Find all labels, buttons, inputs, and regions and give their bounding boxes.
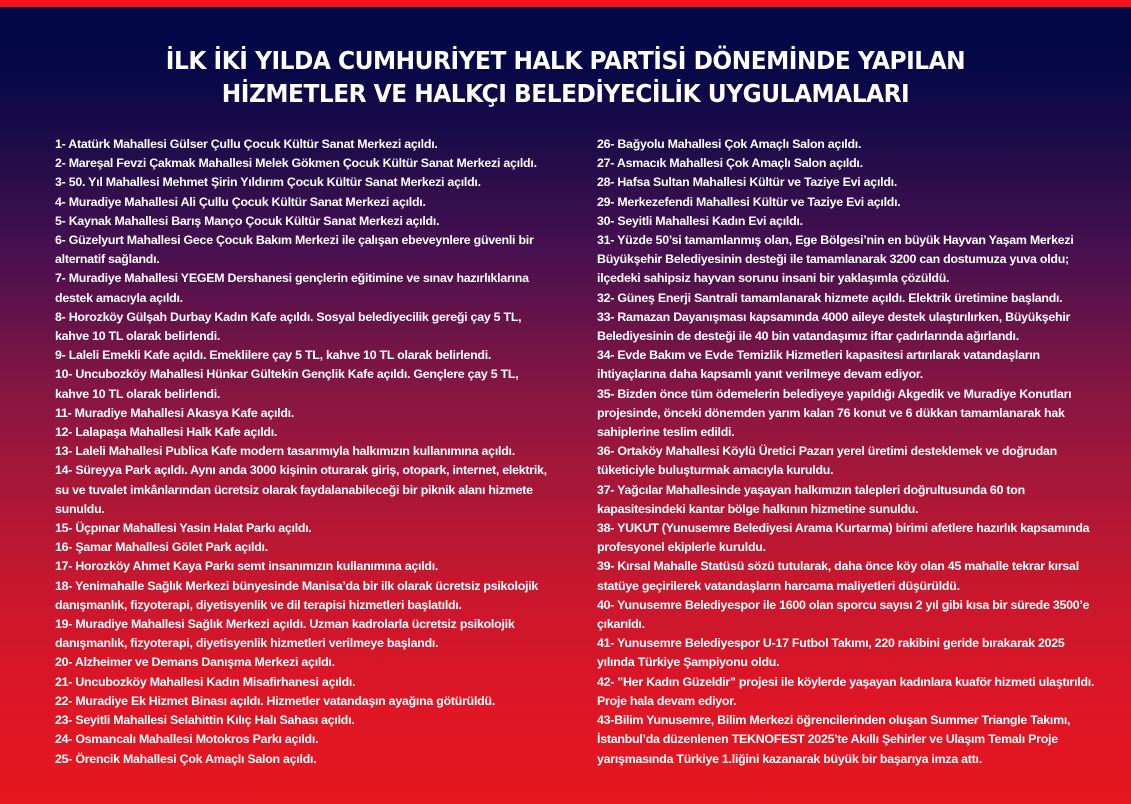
page-title [40, 44, 1092, 110]
list-item: 35- Bizden önce tüm ödemelerin belediyeye yapıldığı Akgedik ve Muradiye Konutları projesinde, önceki dönemden yarım kalan 76 konut ve 6 dükkan tamamlanarak hak sahiplerine teslim edildi. [597, 386, 1072, 440]
list-item: 23- Seyitli Mahallesi Selahittin Kılıç Halı Sahası açıldı. [55, 713, 355, 728]
list-item: 14- Süreyya Park açıldı. Aynı anda 3000 kişinin oturarak giriş, otopark, internet, elektrik, su ve tuvalet imkânlarından ücretsiz olarak faydalanabileceği bir piknik alanı hizmete sunuldu. [55, 463, 547, 516]
list-item: 17- Horozköy Ahmet Kaya Parkı semt insanımızın kullanımına açıldı. [55, 559, 439, 574]
list-item: 41- Yunusemre Belediyespor U-17 Futbol Takımı, 220 rakibini geride bırakarak 2025 yılında Türkiye Şampiyonu oldu. [597, 636, 1065, 670]
list-item: 2- Mareşal Fevzi Çakmak Mahallesi Melek Gökmen Çocuk Kültür Sanat Merkezi açıldı. [55, 156, 537, 171]
list-item: 37- Yağcılar Mahallesinde yaşayan halkımızın talepleri doğrultusunda 60 ton kapasitesindeki kantar bölge halkının hizmetine sunuldu. [597, 482, 1025, 516]
list-item: 27- Asmacık Mahallesi Çok Amaçlı Salon açıldı. [597, 156, 863, 171]
list-item: 38- YUKUT (Yunusemre Belediyesi Arama Kurtarma) birimi afetlere hazırlık kapsamında profesyonel ekiplerle kuruldu. [597, 521, 1090, 555]
list-item: 29- Merkezefendi Mahallesi Kültür ve Taziye Evi açıldı. [597, 194, 901, 209]
list-item: 36- Ortaköy Mahallesi Köylü Üretici Pazarı yerel üretimi desteklemek ve doğrudan tüketiciyle buluşturmak amacıyla kuruldu. [597, 444, 1057, 478]
list-item: 19- Muradiye Mahallesi Sağlık Merkezi açıldı. Uzman kadrolarla ücretsiz psikolojik danışmanlık, fizyoterapi, diyetisyenlik hizmetleri verilmeye başlandı. [55, 617, 515, 651]
top-accent-bar [0, 0, 1131, 7]
services-list-left [55, 135, 555, 769]
list-item: 31- Yüzde 50’si tamamlanmış olan, Ege Bölgesi’nin en büyük Hayvan Yaşam Merkezi Büyükşehir Belediyesinin desteği ile tamamlanarak 3200 can dostumuza yuva oldu; ilçedeki sahipsiz hayvan sorunu insani bir yaklaşımla çözüldü. [597, 233, 1074, 286]
list-item: 43-Bilim Yunusemre, Bilim Merkezi öğrencilerinden oluşan Summer Triangle Takımı, İstanbul’da düzenlenen TEKNOFEST 2025’te Akıllı Şehirler ve Ulaşım Temalı Proje yarışmasında Türkiye 1.liğini kazanarak büyük bir başarıya imza attı. [597, 713, 1071, 766]
list-item: 9- Laleli Emekli Kafe açıldı. Emeklilere çay 5 TL, kahve 10 TL olarak belirlendi. [55, 348, 492, 363]
list-item: 30- Seyitli Mahallesi Kadın Evi açıldı. [597, 213, 803, 228]
list-item: 24- Osmancalı Mahallesi Motokros Parkı açıldı. [55, 732, 319, 747]
list-item: 6- Güzelyurt Mahallesi Gece Çocuk Bakım Merkezi ile çalışan ebeveynlere güvenli bir alternatif sağlandı. [55, 233, 534, 267]
list-item: 11- Muradiye Mahallesi Akasya Kafe açıldı. [55, 405, 295, 420]
list-item: 13- Laleli Mahallesi Publica Kafe modern tasarımıyla halkımızın kullanımına açıldı. [55, 444, 515, 459]
list-item: 25- Örencik Mahallesi Çok Amaçlı Salon açıldı. [55, 751, 317, 766]
services-list-right [597, 135, 1097, 769]
list-item: 18- Yenimahalle Sağlık Merkezi bünyesinde Manisa’da bir ilk olarak ücretsiz psikolojik danışmanlık, fizyoterapi, diyetisyenlik ve dil terapisi hizmetleri başlatıldı. [55, 578, 539, 612]
list-item: 34- Evde Bakım ve Evde Temizlik Hizmetleri kapasitesi artırılarak vatandaşların ihtiyaçlarına daha kapsamlı yanıt verilmeye devam ediyor. [597, 348, 1040, 382]
list-item: 32- Güneş Enerji Santrali tamamlanarak hizmete açıldı. Elektrik üretimine başlandı. [597, 290, 1063, 305]
list-item: 26- Bağyolu Mahallesi Çok Amaçlı Salon açıldı. [597, 137, 862, 151]
list-item: 28- Hafsa Sultan Mahallesi Kültür ve Taziye Evi açıldı. [597, 175, 898, 190]
list-item: 42- "Her Kadın Güzeldir" projesi ile köylerde yaşayan kadınlara kuaför hizmeti ulaştırıldı. Proje hala devam ediyor. [597, 674, 1095, 708]
title-line-2: HİZMETLER VE HALKÇI BELEDİYECİLİK UYGULAMALARI [221, 79, 910, 108]
list-item: 20- Alzheimer ve Demans Danışma Merkezi açıldı. [55, 655, 335, 670]
list-item: 12- Lalapaşa Mahallesi Halk Kafe açıldı. [55, 425, 278, 440]
list-item: 16- Şamar Mahallesi Gölet Park açıldı. [55, 540, 268, 555]
title-line-1: İLK İKİ YILDA CUMHURİYET HALK PARTİSİ DÖNEMİNDE YAPILAN [165, 46, 966, 75]
list-item: 5- Kaynak Mahallesi Barış Manço Çocuk Kültür Sanat Merkezi açıldı. [55, 213, 440, 228]
list-item: 7- Muradiye Mahallesi YEGEM Dershanesi gençlerin eğitimine ve sınav hazırlıklarına destek amacıyla açıldı. [55, 271, 529, 305]
list-item: 40- Yunusemre Belediyespor ile 1600 olan sporcu sayısı 2 yıl gibi kısa bir sürede 3500’e çıkarıldı. [597, 597, 1090, 632]
list-item: 10- Uncubozköy Mahallesi Hünkar Gültekin Gençlik Kafe açıldı. Gençlere çay 5 TL, kahve 10 TL olarak belirlendi. [55, 367, 519, 401]
list-item: 21- Uncubozköy Mahallesi Kadın Misafirhanesi açıldı. [55, 674, 356, 689]
list-item: 22- Muradiye Ek Hizmet Binası açıldı. Hizmetler vatandaşın ayağına götürüldü. [55, 693, 496, 708]
list-item: 3- 50. Yıl Mahallesi Mehmet Şirin Yıldırım Çocuk Kültür Sanat Merkezi açıldı. [55, 175, 481, 190]
list-item: 8- Horozköy Gülşah Durbay Kadın Kafe açıldı. Sosyal belediyecilik gereği çay 5 TL, kahve 10 TL olarak belirlendi. [55, 309, 522, 344]
list-item: 39- Kırsal Mahalle Statüsü sözü tutularak, daha önce köy olan 45 mahalle tekrar kırsal statüye geçirilerek vatandaşların harcama maliyetleri düşürüldü. [597, 559, 1079, 593]
list-item: 15- Üçpınar Mahallesi Yasin Halat Parkı açıldı. [55, 521, 312, 536]
list-item: 33- Ramazan Dayanışması kapsamında 4000 aileye destek ulaştırılırken, Büyükşehir Belediyesinin de desteği ile 40 bin vatandaşımız iftar çadırlarında ağırlandı. [597, 309, 1071, 344]
list-item: 1- Atatürk Mahallesi Gülser Çullu Çocuk Kültür Sanat Merkezi açıldı. [55, 137, 438, 151]
list-item: 4- Muradiye Mahallesi Ali Çullu Çocuk Kültür Sanat Merkezi açıldı. [55, 194, 426, 209]
